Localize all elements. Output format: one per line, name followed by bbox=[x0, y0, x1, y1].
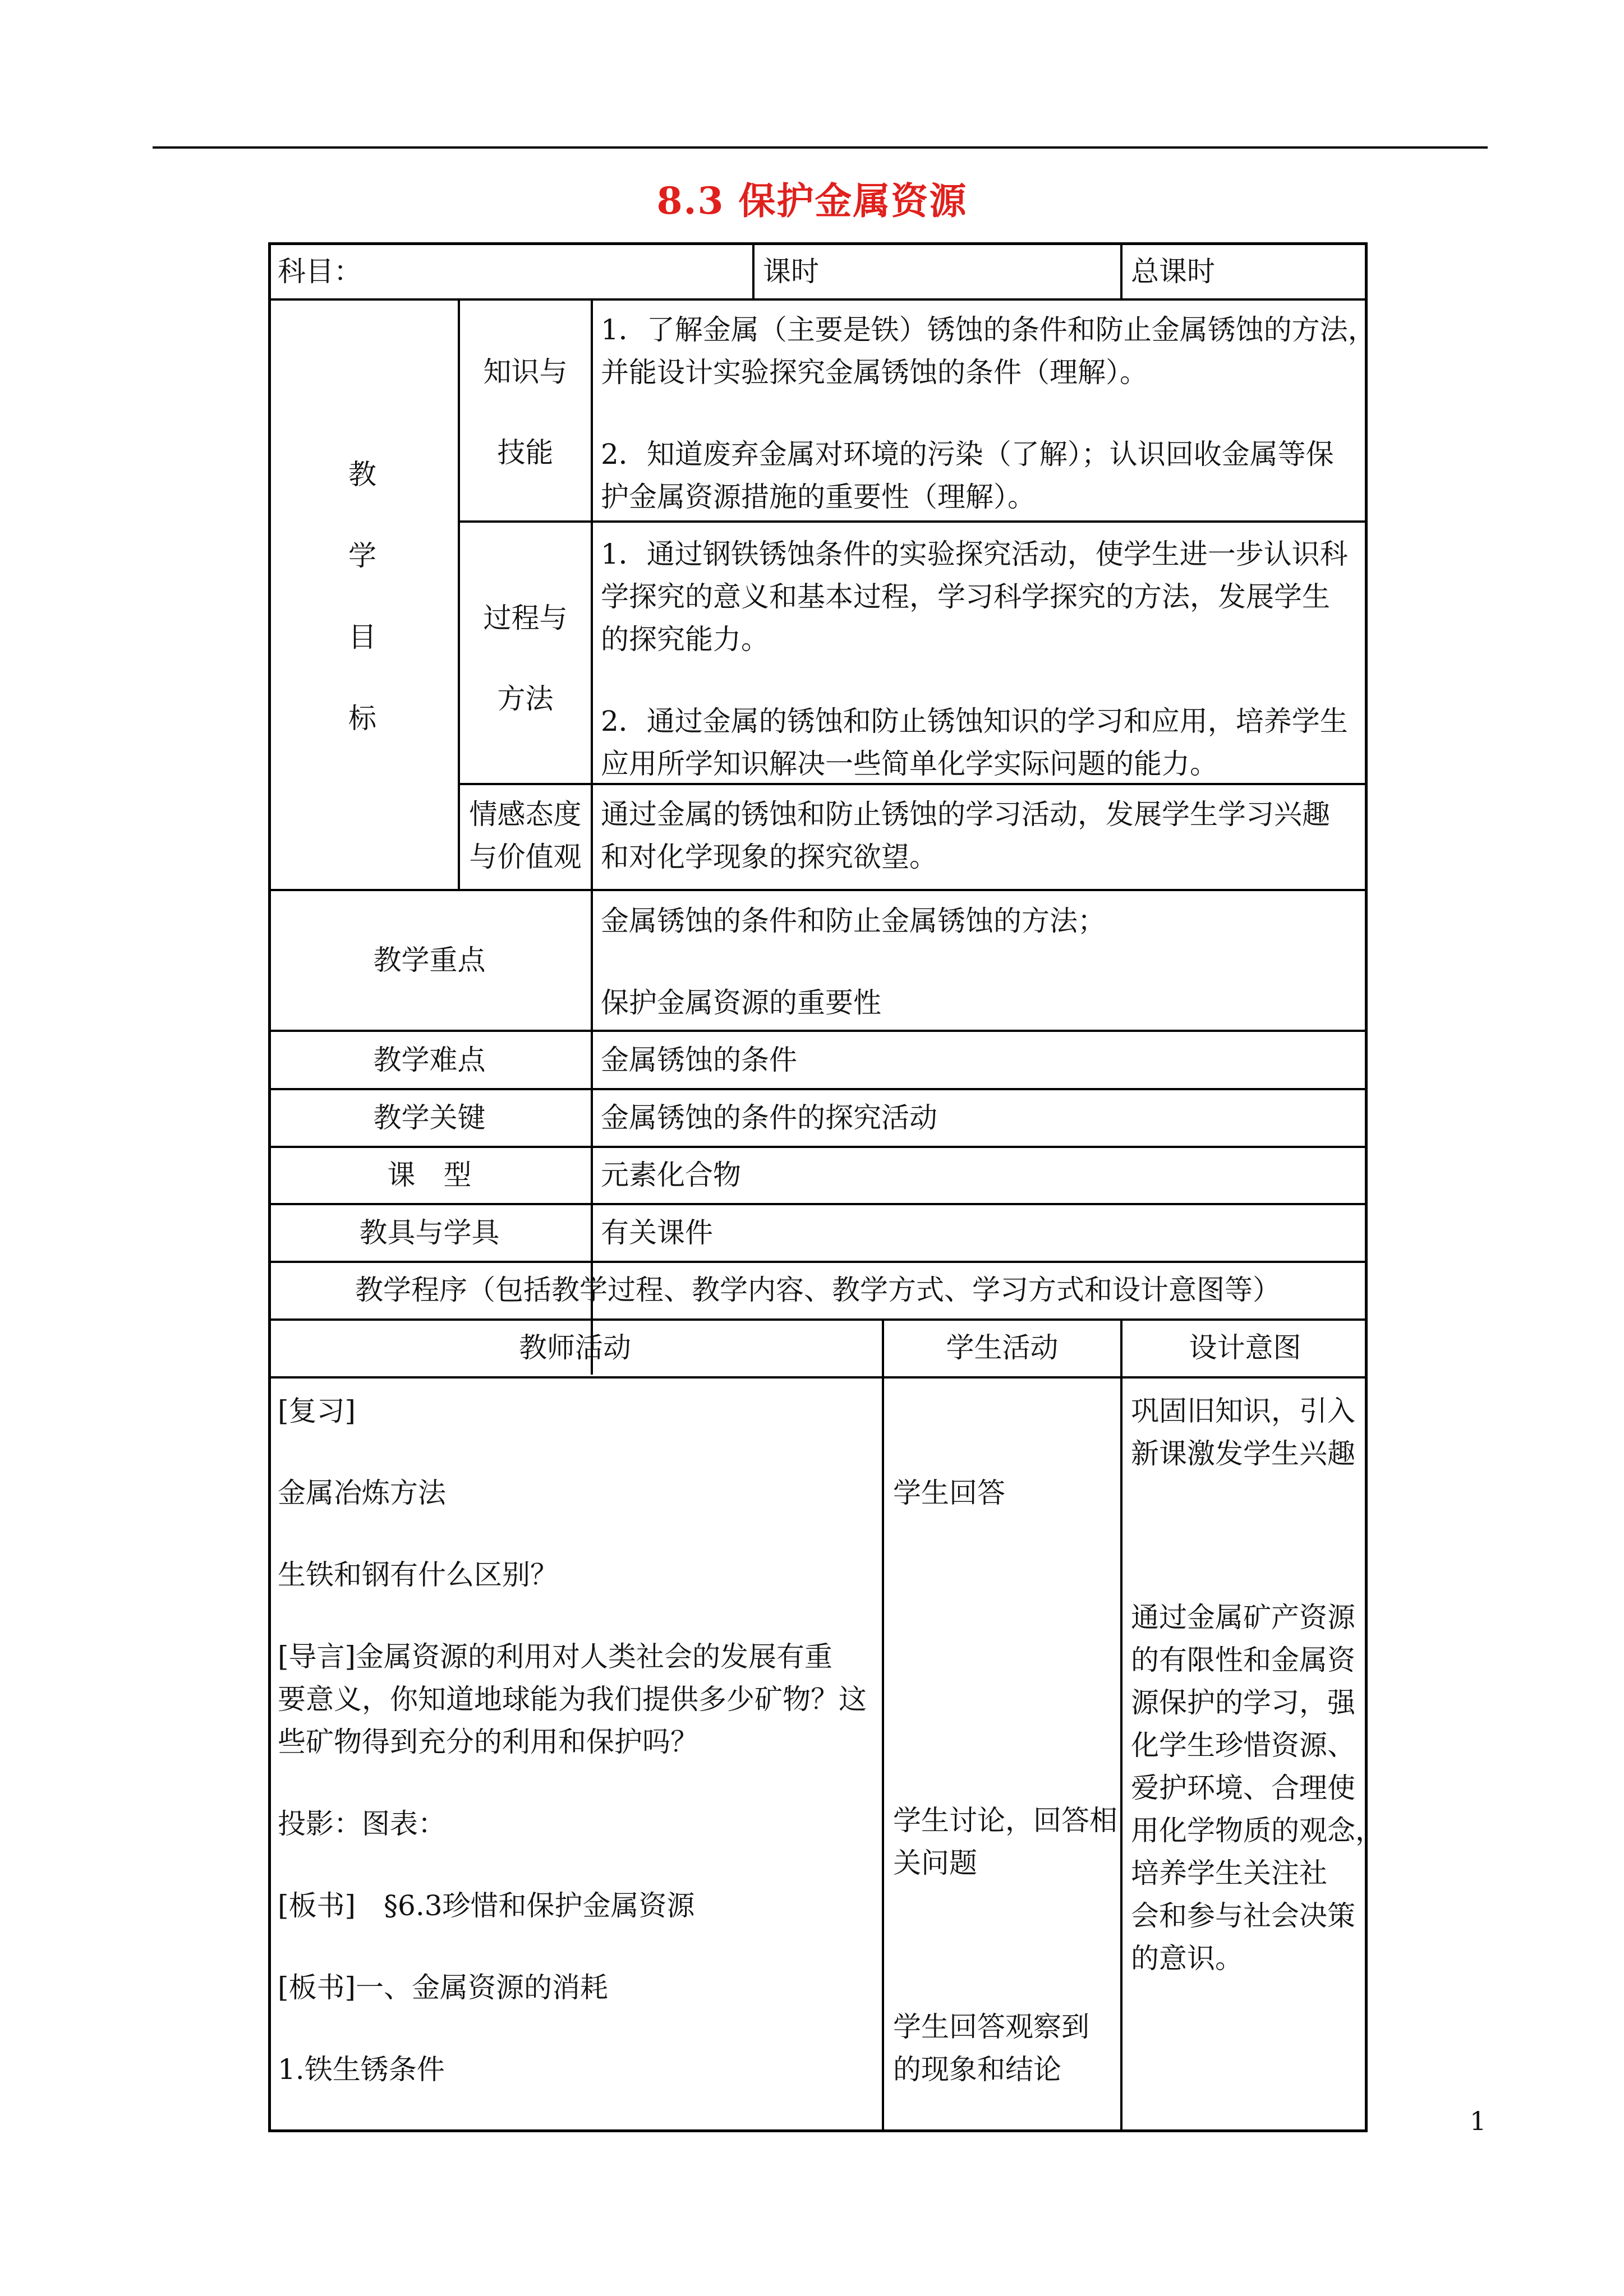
knowledge-text: 护金属资源措施的重要性（理解）。 bbox=[601, 481, 1036, 513]
row-divider bbox=[268, 1318, 1368, 1321]
procedure-header: 教学程序（包括教学过程、教学内容、教学方式、学习方式和设计意图等） bbox=[355, 1274, 1281, 1306]
tools-label: 教具与学具 bbox=[359, 1216, 500, 1249]
emotion-text: 和对化学现象的探究欲望。 bbox=[601, 841, 937, 873]
design-text: 源保护的学习，强 bbox=[1131, 1686, 1355, 1719]
row-divider bbox=[268, 889, 1368, 891]
key-points-label: 教学重点 bbox=[373, 944, 486, 976]
teacher-text: [导言]金属资源的利用对人类社会的发展有重 bbox=[278, 1640, 833, 1673]
knowledge-text: 2．知道废弃金属对环境的污染（了解）；认识回收金属等保 bbox=[601, 438, 1334, 471]
lesson-type-label: 课 型 bbox=[387, 1159, 472, 1191]
key-points-text: 保护金属资源的重要性 bbox=[601, 986, 881, 1019]
row-divider bbox=[268, 1030, 1368, 1032]
row-divider bbox=[458, 520, 1368, 523]
column-divider bbox=[882, 1318, 884, 2132]
process-label: 过程与 方法 bbox=[483, 602, 568, 715]
tools-value: 有关课件 bbox=[601, 1216, 713, 1249]
header-rule bbox=[153, 146, 1488, 149]
column-divider bbox=[1120, 242, 1122, 298]
design-text: 通过金属矿产资源 bbox=[1131, 1601, 1355, 1634]
row-divider bbox=[268, 298, 1368, 301]
knowledge-text: 并能设计实验探究金属锈蚀的条件（理解）。 bbox=[601, 356, 1148, 389]
teacher-text: 要意义，你知道地球能为我们提供多少矿物？这 bbox=[278, 1683, 867, 1716]
student-text: 关问题 bbox=[893, 1847, 977, 1879]
process-text: 应用所学知识解决一些简单化学实际问题的能力。 bbox=[601, 748, 1218, 780]
student-text: 学生回答 bbox=[893, 1477, 1005, 1509]
teacher-text: 些矿物得到充分的利用和保护吗？ bbox=[278, 1726, 698, 1758]
row-divider bbox=[268, 1088, 1368, 1090]
teacher-activity-header: 教师活动 bbox=[519, 1331, 631, 1364]
process-text: 1．通过钢铁锈蚀条件的实验探究活动，使学生进一步认识科 bbox=[601, 538, 1348, 570]
process-text: 2．通过金属的锈蚀和防止锈蚀知识的学习和应用，培养学生 bbox=[601, 705, 1348, 737]
column-divider bbox=[1120, 1318, 1122, 2132]
teacher-text: [板书] §6.3珍惜和保护金属资源 bbox=[278, 1889, 695, 1922]
design-text: 培养学生关注社 bbox=[1131, 1857, 1327, 1889]
knowledge-label: 知识与 技能 bbox=[483, 356, 568, 469]
design-intent-header: 设计意图 bbox=[1189, 1331, 1301, 1364]
difficulty-label: 教学难点 bbox=[373, 1044, 486, 1076]
student-text: 的现象和结论 bbox=[893, 2053, 1061, 2086]
difficulty-value: 金属锈蚀的条件 bbox=[601, 1044, 797, 1076]
design-text: 用化学物质的观念， bbox=[1131, 1814, 1383, 1847]
teacher-text: 金属冶炼方法 bbox=[278, 1477, 446, 1509]
lesson-type-value: 元素化合物 bbox=[601, 1159, 741, 1191]
design-text: 化学生珍惜资源、 bbox=[1131, 1729, 1355, 1762]
key-label: 教学关键 bbox=[373, 1101, 486, 1134]
subject-label: 科目： bbox=[278, 255, 362, 288]
row-divider bbox=[268, 1146, 1368, 1148]
goals-label-char: 目 bbox=[348, 621, 376, 653]
row-divider bbox=[268, 1376, 1368, 1378]
goals-label-char: 学 bbox=[348, 540, 376, 572]
goals-label-char: 教 bbox=[348, 458, 376, 491]
student-text: 学生讨论，回答相 bbox=[893, 1804, 1117, 1837]
page-title: 8.3 保护金属资源 bbox=[656, 179, 968, 223]
design-text: 的有限性和金属资 bbox=[1131, 1644, 1355, 1676]
column-divider bbox=[591, 298, 593, 1375]
teacher-text: [复习] bbox=[278, 1395, 356, 1427]
emotion-text: 通过金属的锈蚀和防止锈蚀的学习活动，发展学生学习兴趣 bbox=[601, 798, 1330, 831]
column-divider bbox=[752, 242, 755, 298]
page-number: 1 bbox=[1470, 2106, 1487, 2136]
process-text: 的探究能力。 bbox=[601, 623, 769, 656]
row-divider bbox=[268, 1203, 1368, 1205]
design-text: 的意识。 bbox=[1131, 1942, 1243, 1975]
teacher-text: [板书]一、金属资源的消耗 bbox=[278, 1971, 609, 2004]
period-label: 课时 bbox=[763, 255, 819, 288]
design-text: 巩固旧知识，引入 bbox=[1131, 1395, 1355, 1427]
row-divider bbox=[268, 1261, 1368, 1263]
key-value: 金属锈蚀的条件的探究活动 bbox=[601, 1101, 937, 1134]
total-period-label: 总课时 bbox=[1131, 255, 1215, 288]
goals-label-char: 标 bbox=[348, 702, 376, 735]
teacher-text: 投影：图表： bbox=[278, 1808, 446, 1840]
teacher-text: 1.铁生锈条件 bbox=[278, 2053, 445, 2086]
emotion-label: 情感态度 与价值观 bbox=[469, 798, 582, 873]
teacher-text: 生铁和钢有什么区别？ bbox=[278, 1559, 558, 1591]
design-text: 新课激发学生兴趣 bbox=[1131, 1437, 1355, 1470]
student-activity-header: 学生活动 bbox=[946, 1331, 1059, 1364]
process-text: 学探究的意义和基本过程，学习科学探究的方法，发展学生 bbox=[601, 580, 1330, 613]
design-text: 会和参与社会决策 bbox=[1131, 1899, 1355, 1932]
knowledge-text: 1．了解金属（主要是铁）锈蚀的条件和防止金属锈蚀的方法， bbox=[601, 313, 1376, 346]
design-text: 爱护环境、合理使 bbox=[1131, 1772, 1355, 1804]
key-points-text: 金属锈蚀的条件和防止金属锈蚀的方法； bbox=[601, 905, 1106, 937]
student-text: 学生回答观察到 bbox=[893, 2011, 1089, 2043]
